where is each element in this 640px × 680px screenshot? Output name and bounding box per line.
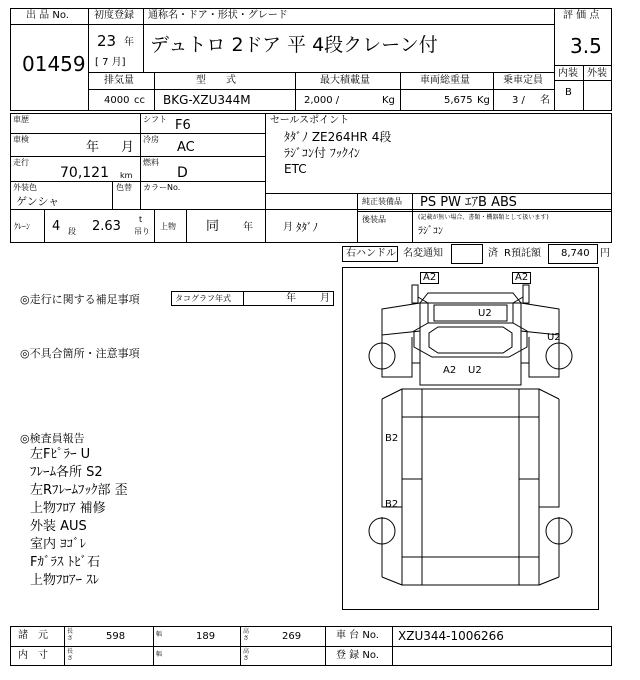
sales-points-label: セールスポイント <box>270 115 350 126</box>
aftermarket-note: (記載が無い場合、書類・機器類として扱います) <box>418 214 549 221</box>
damage-mark: B2 <box>385 433 399 444</box>
height-value: 269 <box>282 631 302 642</box>
exterior-label: 外装 <box>587 68 607 79</box>
reg-no-label: 登 録 No. <box>336 650 379 661</box>
recycle-value: 8,740 <box>561 248 590 259</box>
first-reg-month: [ 7 月] <box>95 57 126 68</box>
fuel-value: D <box>177 165 188 181</box>
inspector-line: ﾌﾚｰﾑ各所 S2 <box>30 465 103 480</box>
crane-capacity: 2.63 <box>92 219 121 234</box>
max-load-unit: Kg <box>382 95 395 106</box>
inspector-line: 上物ﾌﾛｱｰ ｽﾚ <box>30 573 100 588</box>
recycle-mark: 済 <box>488 248 498 259</box>
model-name: デュトロ 2ドア 平 4段クレーン付 <box>150 34 438 56</box>
sales-point-line-1: ﾀﾀﾞﾉ ZE264HR 4段 <box>284 130 392 144</box>
interior-grade: B <box>565 87 572 98</box>
capacity-value: 3 / <box>512 95 525 106</box>
tacho-month-unit: 月 <box>320 293 330 304</box>
body-label: 上物 <box>160 222 176 231</box>
ac-label: 冷房 <box>143 135 159 144</box>
damage-mark: A2 <box>443 365 457 376</box>
inspector-line: 左Fﾋﾟﾗｰ U <box>30 447 91 462</box>
color-no-label: 色替 <box>116 183 132 192</box>
length-value: 598 <box>106 631 126 642</box>
gross-weight-unit: Kg <box>477 95 490 106</box>
color-label: 外装色 <box>13 183 37 192</box>
grade: 3.5 <box>570 34 602 58</box>
crane-capacity-unit: t <box>139 215 143 224</box>
damage-mark: A2 <box>512 272 531 284</box>
inner-dims-label: 内 寸 <box>18 650 48 661</box>
inner-width-label: 幅 <box>156 651 163 658</box>
inspector-line: Fｶﾞﾗｽ ﾄﾋﾞ石 <box>30 555 101 570</box>
damage-mark: A2 <box>420 272 439 284</box>
body-same: 同 <box>206 219 220 234</box>
inspector-line: 外装 AUS <box>30 519 87 534</box>
model-name-label: 通称名・ドア・形状・グレード <box>148 10 288 21</box>
grade-label: 評 価 点 <box>563 10 600 21</box>
steering: 右ハンドル <box>346 248 396 259</box>
inner-length-label: 長さ <box>67 648 74 662</box>
gross-weight-label: 車両総重量 <box>420 75 470 86</box>
fuel-label: 燃料 <box>143 158 159 167</box>
inner-height-label: 高さ <box>243 648 250 662</box>
lot-no-label: 出 品 No. <box>26 10 69 21</box>
crane-stage-unit: 段 <box>68 227 76 236</box>
lot-no: 01459 <box>22 52 86 76</box>
first-reg-year-unit: 年 <box>124 37 134 48</box>
name-change-label: 名変通知 <box>403 248 443 259</box>
inspection-year-unit: 年 <box>86 140 100 155</box>
damage-mark: U2 <box>468 365 482 376</box>
inspection-month-unit: 月 <box>121 140 135 155</box>
oem-equipment-value: PS PW ｴｱB ABS <box>420 195 517 210</box>
chassis-no: XZU344-1006266 <box>398 629 504 643</box>
inspection-label: 車検 <box>13 135 29 144</box>
dims-label: 諸 元 <box>18 630 48 641</box>
color-code-label: カラーNo. <box>143 183 181 192</box>
inspector-lines <box>30 446 128 590</box>
damage-mark: U2 <box>478 308 492 319</box>
height-label: 高さ <box>243 628 250 642</box>
oem-equipment-label: 純正装備品 <box>362 197 402 206</box>
body-year-unit: 年 <box>243 222 253 233</box>
recycle-unit: 円 <box>600 248 610 259</box>
max-load-value: 2,000 / <box>304 95 340 106</box>
body-maker: ﾀﾀﾞﾉ <box>296 221 318 234</box>
model-value: BKG-XZU344M <box>163 93 251 107</box>
width-value: 189 <box>196 631 216 642</box>
model-label: 型 式 <box>196 75 236 86</box>
mileage-unit: km <box>120 171 133 180</box>
mileage-label: 走行 <box>13 158 29 167</box>
mileage-value: 70,121 <box>60 165 109 181</box>
aftermarket-label: 後装品 <box>362 215 386 224</box>
displacement-value: 4000 <box>104 95 130 106</box>
interior-label: 内装 <box>558 68 578 79</box>
displacement-unit: cc <box>134 95 145 106</box>
tacho-label: タコグラフ年式 <box>175 294 231 303</box>
inspector-line: 上物ﾌﾛｱ 補修 <box>30 501 106 516</box>
sales-point-line-3: ETC <box>284 162 307 176</box>
sales-point-line-2: ﾗｼﾞｺﾝ付 ﾌｯｸｲﾝ <box>284 146 360 160</box>
body-month-unit: 月 <box>283 222 293 233</box>
displacement-label: 排気量 <box>104 75 134 86</box>
chassis-label: 車 台 No. <box>336 630 379 641</box>
defect-notes-label: ◎不具合箇所・注意事項 <box>20 347 140 360</box>
tacho-year-unit: 年 <box>286 293 296 304</box>
width-label: 幅 <box>156 631 163 638</box>
crane-stages: 4 <box>52 219 61 234</box>
damage-mark: U2 <box>547 332 561 343</box>
first-reg-year: 23 <box>97 32 117 50</box>
length-label: 長さ <box>67 628 74 642</box>
capacity-unit: 名 <box>540 95 550 106</box>
shift-value: F6 <box>175 118 191 133</box>
max-load-label: 最大積載量 <box>320 75 370 86</box>
shift-label: シフト <box>143 115 167 124</box>
inspector-line: 室内 ﾖｺﾞﾚ <box>30 537 87 552</box>
damage-mark: B2 <box>385 499 399 510</box>
recycle-label: R預託額 <box>504 248 541 259</box>
crane-label: ｸﾚｰﾝ <box>14 222 30 231</box>
gross-weight-value: 5,675 <box>444 95 473 106</box>
inspector-line: 左Rﾌﾚｰﾑﾌｯｸ部 歪 <box>30 483 128 498</box>
driving-notes-label: ◎走行に関する補足事項 <box>20 293 140 306</box>
aftermarket-value: ﾗｼﾞｺﾝ <box>418 226 443 237</box>
color-value: ゲンシャ <box>16 195 60 208</box>
ac-value: AC <box>177 140 195 155</box>
name-change-box <box>451 244 483 264</box>
truck-diagram <box>342 267 599 610</box>
capacity-label: 乗車定員 <box>503 75 543 86</box>
inspector-label: ◎検査員報告 <box>20 432 85 445</box>
crane-capacity-unit-bottom: 吊り <box>134 227 150 236</box>
first-reg-label: 初度登録 <box>94 10 134 21</box>
history-label: 車歴 <box>13 115 29 124</box>
